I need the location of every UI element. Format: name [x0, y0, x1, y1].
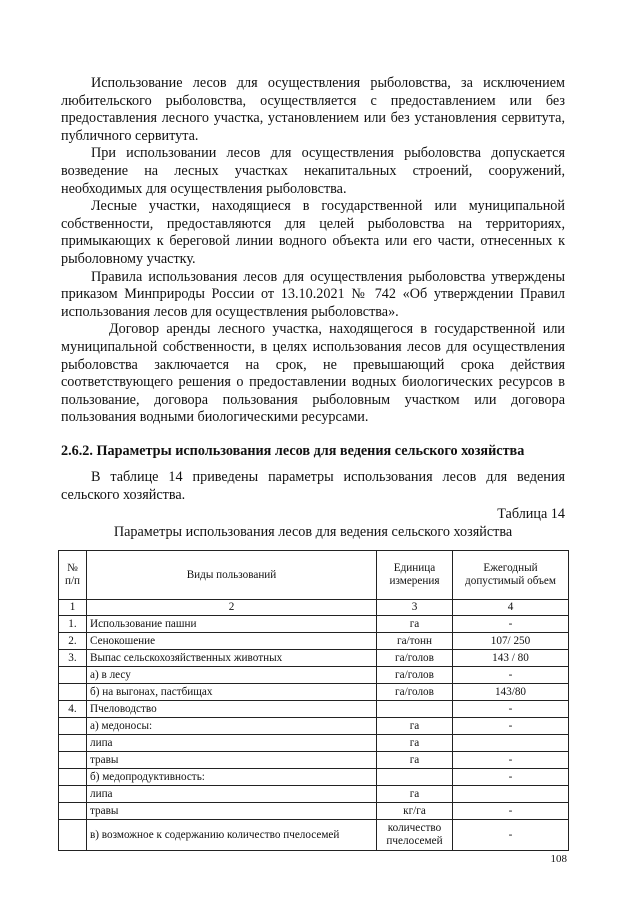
- row-volume-cell: -: [453, 752, 569, 769]
- row-kind-cell: Использование пашни: [87, 616, 377, 633]
- row-num-cell: [59, 769, 87, 786]
- row-unit-cell: га/голов: [377, 650, 453, 667]
- table-title: Параметры использования лесов для ведения сельского хозяйства: [113, 524, 513, 540]
- row-volume-cell: -: [453, 769, 569, 786]
- paragraph: Договор аренды лесного участка, находящегося в государственной или муниципальной собственности, в целях использования лесов для осуществления рыболовства заключается на срок, не превышающий срока действия соответствующего решения о предоставлении водных биологических ресурсов в пользование, договора пользования рыболовным участком или договора пользования водными биологическими ресурсами.: [61, 321, 565, 426]
- index-cell: 1: [59, 600, 87, 616]
- index-cell: 4: [453, 600, 569, 616]
- paragraph: Использование лесов для осуществления рыболовства, за исключением любительского рыболовства, осуществляется с предоставлением или без предоставления лесного участка, установлением или без установления сервитута, публичного сервитута.: [61, 75, 565, 144]
- row-num-cell: [59, 667, 87, 684]
- table-body: [59, 600, 569, 851]
- row-kind-cell: Пчеловодство: [87, 701, 377, 718]
- row-volume-cell: -: [453, 718, 569, 735]
- table-row: [59, 633, 569, 650]
- row-kind-cell: Выпас сельскохозяйственных животных: [87, 650, 377, 667]
- row-num-cell: 4.: [59, 701, 87, 718]
- table-label: Таблица 14: [497, 506, 565, 522]
- row-volume-cell: 143/80: [453, 684, 569, 701]
- paragraph: При использовании лесов для осуществления рыболовства допускается возведение на лесных участках некапитальных строений, сооружений, необходимых для осуществления рыболовства.: [61, 145, 565, 197]
- row-volume-cell: 107/ 250: [453, 633, 569, 650]
- table-row: [59, 820, 569, 851]
- row-num-cell: [59, 752, 87, 769]
- row-unit-cell: га: [377, 616, 453, 633]
- table-row: [59, 769, 569, 786]
- row-volume-cell: -: [453, 803, 569, 820]
- row-num-cell: [59, 786, 87, 803]
- header-volume: Ежегодный допустимый объем: [453, 551, 569, 600]
- row-unit-cell: кг/га: [377, 803, 453, 820]
- row-volume-cell: [453, 735, 569, 752]
- row-num-cell: [59, 820, 87, 851]
- table-row: [59, 735, 569, 752]
- row-unit-cell: га: [377, 718, 453, 735]
- table-row: [59, 752, 569, 769]
- row-kind-cell: б) медопродуктивность:: [87, 769, 377, 786]
- paragraph: Правила использования лесов для осуществления рыболовства утверждены приказом Минприроды России от 13.10.2021 № 742 «Об утверждении Правил использования лесов для осуществления рыболовства».: [61, 268, 565, 320]
- row-unit-cell: га/тонн: [377, 633, 453, 650]
- table-row: [59, 718, 569, 735]
- table-row: [59, 803, 569, 820]
- body-text: [61, 75, 565, 427]
- row-unit-cell: га/голов: [377, 667, 453, 684]
- row-num-cell: 3.: [59, 650, 87, 667]
- row-num-cell: 1.: [59, 616, 87, 633]
- row-kind-cell: а) в лесу: [87, 667, 377, 684]
- row-num-cell: [59, 718, 87, 735]
- row-kind-cell: липа: [87, 786, 377, 803]
- table-row: [59, 701, 569, 718]
- row-kind-cell: а) медоносы:: [87, 718, 377, 735]
- row-volume-cell: 143 / 80: [453, 650, 569, 667]
- header-num: № п/п: [59, 551, 87, 600]
- row-kind-cell: травы: [87, 803, 377, 820]
- header-kind: Виды пользований: [87, 551, 377, 600]
- row-unit-cell: га: [377, 752, 453, 769]
- row-volume-cell: -: [453, 820, 569, 851]
- table-row: [59, 786, 569, 803]
- row-kind-cell: Сенокошение: [87, 633, 377, 650]
- table-row: [59, 667, 569, 684]
- row-num-cell: [59, 803, 87, 820]
- index-cell: 2: [87, 600, 377, 616]
- row-kind-cell: в) возможное к содержанию количество пчелосемей: [87, 820, 377, 851]
- row-unit-cell: [377, 701, 453, 718]
- row-volume-cell: -: [453, 701, 569, 718]
- row-kind-cell: травы: [87, 752, 377, 769]
- row-unit-cell: га: [377, 786, 453, 803]
- row-kind-cell: б) на выгонах, пастбищах: [87, 684, 377, 701]
- page-number: 108: [550, 853, 567, 865]
- paragraph: Лесные участки, находящиеся в государственной или муниципальной собственности, предоставляются для целей рыболовства на территориях, примыкающих к береговой линии водного объекта или его части, отнесенных к рыболовному участку.: [61, 198, 565, 267]
- row-volume-cell: -: [453, 616, 569, 633]
- row-unit-cell: га: [377, 735, 453, 752]
- row-volume-cell: -: [453, 667, 569, 684]
- row-kind-cell: липа: [87, 735, 377, 752]
- table-row: [59, 616, 569, 633]
- table-row: [59, 684, 569, 701]
- table-header-row: [59, 551, 569, 600]
- row-num-cell: 2.: [59, 633, 87, 650]
- parameters-table: [58, 550, 569, 851]
- header-unit: Единица измерения: [377, 551, 453, 600]
- row-unit-cell: [377, 769, 453, 786]
- intro-paragraph: В таблице 14 приведены параметры использования лесов для ведения сельского хозяйства.: [61, 469, 565, 503]
- row-unit-cell: количество пчелосемей: [377, 820, 453, 851]
- table-row: [59, 650, 569, 667]
- row-num-cell: [59, 735, 87, 752]
- row-num-cell: [59, 684, 87, 701]
- section-heading: 2.6.2. Параметры использования лесов для ведения сельского хозяйства: [61, 443, 525, 459]
- index-cell: 3: [377, 600, 453, 616]
- row-volume-cell: [453, 786, 569, 803]
- table-index-row: [59, 600, 569, 616]
- section-intro: [61, 469, 565, 504]
- row-unit-cell: га/голов: [377, 684, 453, 701]
